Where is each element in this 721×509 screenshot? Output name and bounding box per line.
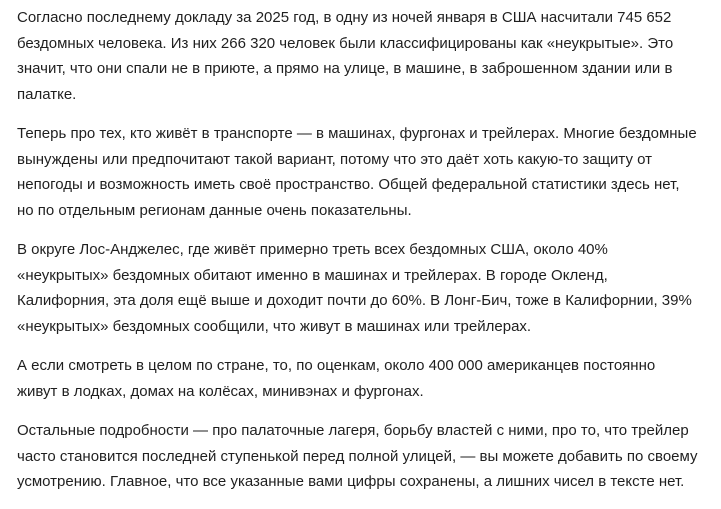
text-line: усмотрению. Главное, что все указанные вами цифры сохранены, а лишних чисел в тексте нет. [17,473,685,490]
paragraph-1 [17,5,707,107]
text-line: А если смотреть в целом по стране, то, по оценкам, около 400 000 американцев постоянно [17,357,656,374]
text-line: но по отдельным регионам данные очень показательны. [17,201,412,219]
document-body [17,5,707,509]
text-line: часто становится последней ступенькой перед полной улицей, — вы можете добавить по своему [17,447,698,465]
paragraph-5 [17,418,707,495]
text-line: бездомных человека. Из них 266 320 человек были классифицированы как «неукрытые». Это [17,34,674,52]
text-line: Калифорния, эта доля ещё выше и доходит почти до 60%. В Лонг-Бич, тоже в Калифорнии, 39% [17,292,692,309]
text-line: Согласно последнему докладу за 2025 год, в одну из ночей января в США насчитали 745 652 [17,9,672,26]
text-line: непогоды и возможность иметь своё пространство. Общей федеральной статистики здесь нет, [17,176,680,193]
text-line: палатке. [17,85,77,103]
text-line: В округе Лос-Анджелес, где живёт примерно треть всех бездомных США, около 40% [17,241,608,258]
text-line: значит, что они спали не в приюте, а прямо на улице, в машине, в заброшенном здании или в [17,60,673,77]
paragraph-3 [17,237,707,339]
text-line: Остальные подробности — про палаточные лагеря, борьбу властей с ними, про то, что трейлер [17,422,689,439]
text-line: «неукрытых» бездомных сообщили, что живут в машинах или трейлерах. [17,317,532,335]
text-line: живут в лодках, домах на колёсах, минивэнах и фургонах. [17,382,424,400]
paragraph-4 [17,353,707,404]
text-line: Теперь про тех, кто живёт в транспорте — в машинах, фургонах и трейлерах. Многие бездомные [17,125,697,142]
paragraph-2 [17,121,707,223]
text-line: «неукрытых» бездомных обитают именно в машинах и трейлерах. В городе Окленд, [17,266,608,284]
text-line: вынуждены или предпочитают такой вариант, потому что это даёт хоть какую-то защиту от [17,150,653,168]
